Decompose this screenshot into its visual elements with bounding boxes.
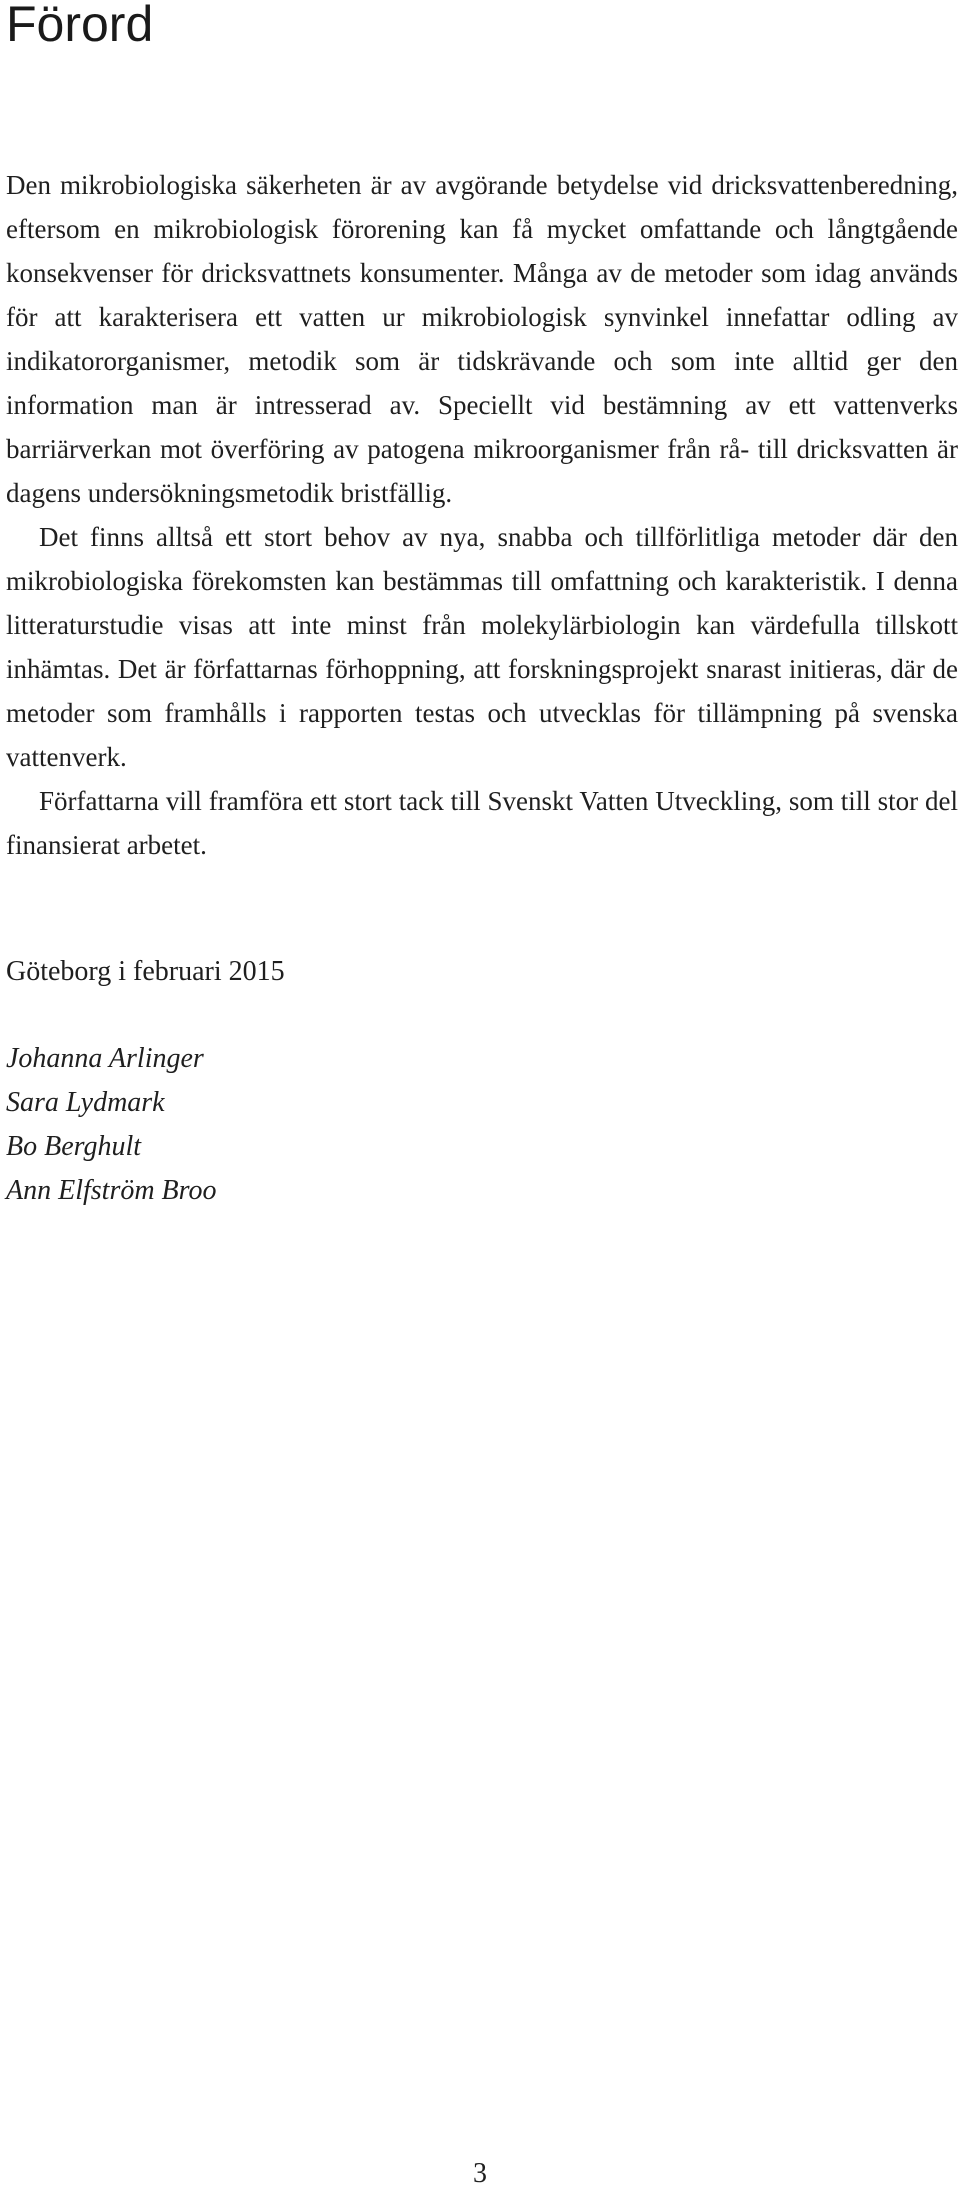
author-list: [6, 1037, 217, 1213]
body-text: [6, 163, 958, 867]
paragraph-intro: Den mikrobiologiska säkerheten är av avgörande betydelse vid dricksvattenberedning, eftersom en mikrobiologisk förorening kan få mycket omfattande och långtgående konsekvenser för dricksvattnets konsumenter. Många av de metoder som idag används för att karakterisera ett vatten ur mikrobiologisk synvinkel innefattar odling av indikatororganismer, metodik som är tidskrävande och som inte alltid ger den information man är intresserad av. Speciellt vid bestämning av ett vattenverks barriärverkan mot överföring av patogena mikroorganismer från rå- till dricksvatten är dagens undersökningsmetodik bristfällig.: [6, 170, 958, 508]
place-date: Göteborg i februari 2015: [6, 956, 285, 987]
page-number: 3: [473, 2158, 487, 2189]
paragraph-acknowledgement: Författarna vill framföra ett stort tack till Svenskt Vatten Utveckling, som till stor del finansierat arbetet.: [6, 786, 958, 860]
author-name: Bo Berghult: [6, 1131, 142, 1162]
page-title: Förord: [6, 0, 154, 52]
paragraph-need: Det finns alltså ett stort behov av nya, snabba och tillförlitliga metoder där den mikrobiologiska förekomsten kan bestämmas till omfattning och karakteristik. I denna litteraturstudie visas att inte minst från molekylärbiologin kan värdefulla tillskott inhämtas. Det är författarnas förhoppning, att forskningsprojekt snarast initieras, där de metoder som framhålls i rapporten testas och utvecklas för tillämpning på svenska vattenverk.: [6, 522, 958, 772]
author-name: Sara Lydmark: [6, 1087, 165, 1118]
author-name: Johanna Arlinger: [6, 1043, 204, 1074]
author-name: Ann Elfström Broo: [6, 1175, 217, 1206]
